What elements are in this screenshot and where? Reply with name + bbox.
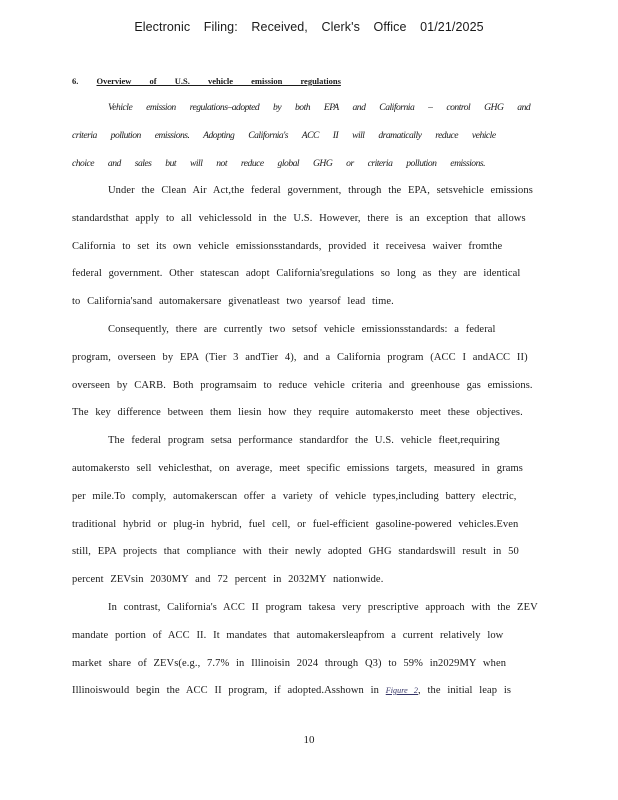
body-text: , the initial leap is xyxy=(418,685,512,696)
body-line: to California'sand automakersare givenatleast two yearsof lead time. xyxy=(72,296,394,307)
summary-line: criteria pollution emissions. Adopting California's ACC II will dramatically reduce vehicle xyxy=(72,130,496,141)
body-line: automakersto sell vehiclesthat, on average, meet specific emissions targets, measured in grams xyxy=(72,463,523,474)
body-line-with-link xyxy=(72,685,532,696)
body-line: market share of ZEVs(e.g., 7.7% in Illinoisin 2024 through Q3) to 59% in2029MY when xyxy=(72,658,507,669)
section-heading xyxy=(72,76,341,86)
body-line: federal government. Other statescan adopt California'sregulations so long as they are identical xyxy=(72,268,521,279)
body-line: mandate portion of ACC II. It mandates that automakersleapfrom a current relatively low xyxy=(72,630,504,641)
summary-line: choice and sales but will not reduce global GHG or criteria pollution emissions. xyxy=(72,158,486,169)
section-title: Overview of U.S. vehicle emission regulations xyxy=(96,76,341,86)
section-number: 6. xyxy=(72,76,79,86)
body-line: California to set its own vehicle emissionsstandards, provided it receivesa waiver fromthe xyxy=(72,241,503,252)
body-line: per mile.To comply, automakerscan offer a variety of vehicle types,including battery electric, xyxy=(72,491,517,502)
body-line: The key difference between them liesin how they require automakersto meet these objectives. xyxy=(72,407,523,418)
body-line: program, overseen by EPA (Tier 3 andTier 4), and a California program (ACC I andACC II) xyxy=(72,352,528,363)
body-line: Under the Clean Air Act,the federal government, through the EPA, setsvehicle emissions xyxy=(108,185,533,196)
summary-line: Vehicle emission regulations–adopted by both EPA and California – control GHG and xyxy=(108,102,531,113)
body-line: In contrast, California's ACC II program takesa very prescriptive approach with the ZEV xyxy=(108,602,538,613)
body-text: Illinoiswould begin the ACC II program, if adopted.Asshown in xyxy=(72,685,379,696)
page-number: 10 xyxy=(303,734,315,746)
body-line: Consequently, there are currently two setsof vehicle emissionsstandards: a federal xyxy=(108,324,496,335)
body-line: traditional hybrid or plug-in hybrid, fuel cell, or fuel-efficient gasoline-powered vehicles.Even xyxy=(72,519,519,530)
body-line: The federal program setsa performance standardfor the U.S. vehicle fleet,requiring xyxy=(108,435,500,446)
body-line: standardsthat apply to all vehiclessold in the U.S. However, there is an exception that allows xyxy=(72,213,526,224)
figure-link[interactable]: Figure 2 xyxy=(385,686,419,695)
body-line: overseen by CARB. Both programsaim to reduce vehicle criteria and greenhouse gas emissions. xyxy=(72,380,533,391)
body-line: percent ZEVsin 2030MY and 72 percent in 2032MY nationwide. xyxy=(72,574,384,585)
filing-header: Electronic Filing: Received, Clerk's Office 01/21/2025 xyxy=(134,20,484,34)
body-line: still, EPA projects that compliance with their newly adopted GHG standardswill result in 50 xyxy=(72,546,519,557)
